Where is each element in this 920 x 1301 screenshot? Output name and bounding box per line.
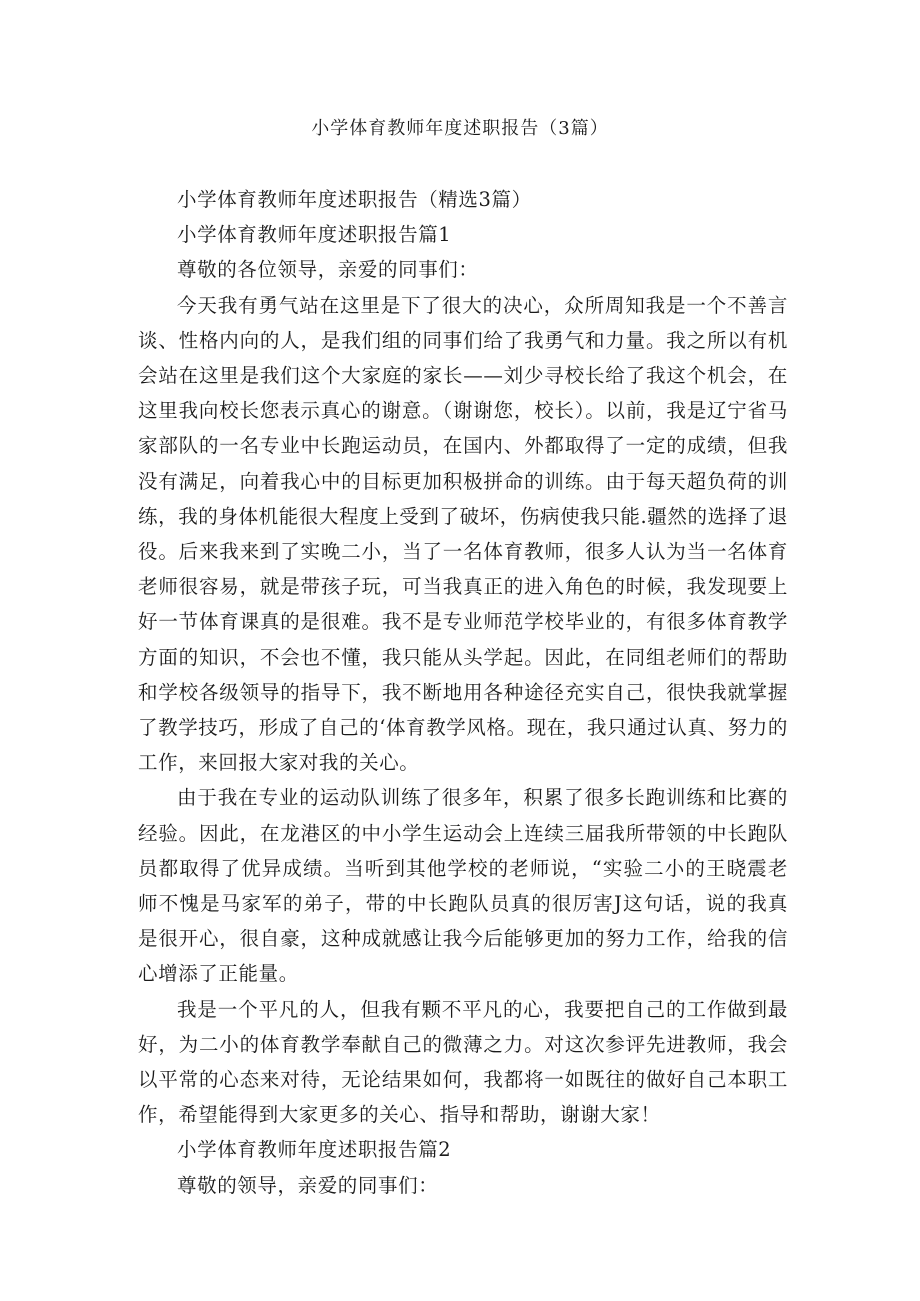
body-paragraph: 我是一个平凡的人，但我有颗不平凡的心，我要把自己的工作做到最好，为二小的体育教学奉献自己的微薄之力。对这次参评先进教师，我会以平常的心态来对待，无论结果如何，我都将一如既往的做好自己本职工作，希望能得到大家更多的关心、指导和帮助，谢谢大家！ bbox=[138, 997, 788, 1127]
section-heading-1: 小学体育教师年度述职报告篇1 bbox=[177, 223, 452, 247]
body-paragraph: 今天我有勇气站在这里是下了很大的决心，众所周知我是一个不善言谈、性格内向的人，是我们组的同事们给了我勇气和力量。我之所以有机会站在这里是我们这个大家庭的家长——刘少寻校长给了我这个机会，在这里我向校长您表示真心的谢意。（谢谢您，校长）。以前，我是辽宁省马家部队的一名专业中长跑运动员，在国内、外都取得了一定的成绩，但我没有满足，向着我心中的目标更加积极拼命的训练。由于每天超负荷的训练，我的身体机能很大程度上受到了破坏，伤病使我只能.疆然的选择了退役。后来我来到了实晚二小，当了一名体育教师，很多人认为当一名体育老师很容易，就是带孩子玩，可当我真正的进入角色的时候，我发现要上好一节体育课真的是很难。我不是专业师范学校毕业的，有很多体育教学方面的知识，不会也不懂，我只能从头学起。因此，在同组老师们的帮助和学校各级领导的指导下，我不断地用各种途径充实自己，很快我就掌握了教学技巧，形成了自己的‘体育教学风格。现在，我只通过认真、努力的工作，来回报大家对我的关心。 bbox=[138, 293, 788, 775]
document-body bbox=[138, 182, 788, 1203]
section-heading-2: 小学体育教师年度述职报告篇2 bbox=[177, 1138, 452, 1162]
document-subtitle: 小学体育教师年度述职报告（精选3篇） bbox=[177, 188, 532, 211]
body-paragraph: 由于我在专业的运动队训练了很多年，积累了很多长跑训练和比赛的经验。因此，在龙港区的中小学生运动会上连续三届我所带领的中长跑队员都取得了优异成绩。当听到其他学校的老师说，“实验二小的王晓震老师不愧是马家军的弟子，带的中长跑队员真的很厉害J这句话，说的我真是很开心，很自豪，这种成就感让我今后能够更加的努力工作，给我的信心增添了正能量。 bbox=[138, 786, 788, 986]
greeting-1: 尊敬的各位领导，亲爱的同事们： bbox=[177, 258, 479, 282]
document-title: 小学体育教师年度述职报告（3篇） bbox=[311, 118, 609, 139]
greeting-2: 尊敬的领导，亲爱的同事们： bbox=[177, 1173, 439, 1197]
